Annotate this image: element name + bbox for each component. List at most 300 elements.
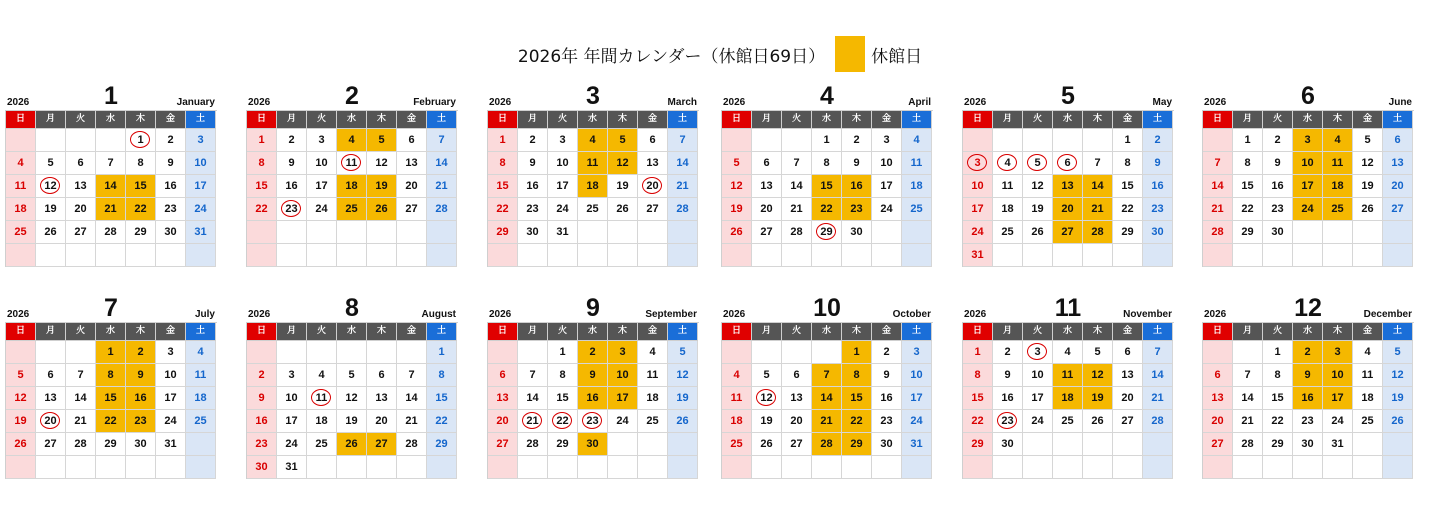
empty-cell	[1143, 433, 1173, 456]
day-cell: 15	[812, 175, 842, 198]
day-cell: 3	[277, 364, 307, 387]
empty-cell	[993, 244, 1023, 267]
day-cell: 26	[668, 410, 698, 433]
day-cell: 14	[1143, 364, 1173, 387]
empty-cell	[963, 456, 993, 479]
day-cell: 30	[156, 221, 186, 244]
day-cell: 30	[1293, 433, 1323, 456]
day-cell: 19	[1383, 387, 1413, 410]
day-cell: 7	[1083, 152, 1113, 175]
weekday-header: 金	[397, 111, 427, 129]
empty-cell	[1113, 456, 1143, 479]
weekday-header: 日	[963, 111, 993, 129]
day-cell: 12	[1353, 152, 1383, 175]
empty-cell	[993, 456, 1023, 479]
weekday-header: 木	[126, 111, 156, 129]
day-cell: 10	[1323, 364, 1353, 387]
empty-cell	[578, 221, 608, 244]
day-cell: 14	[1083, 175, 1113, 198]
day-cell: 24	[1323, 410, 1353, 433]
day-cell: 30	[247, 456, 277, 479]
weekday-header: 土	[1383, 323, 1413, 341]
day-cell: 21	[96, 198, 126, 221]
day-cell: 15	[126, 175, 156, 198]
empty-cell	[247, 341, 277, 364]
day-cell: 27	[1203, 433, 1233, 456]
day-cell: 11	[186, 364, 216, 387]
day-cell: 28	[427, 198, 457, 221]
day-cell: 12	[752, 387, 782, 410]
empty-cell	[186, 244, 216, 267]
day-cell: 31	[1323, 433, 1353, 456]
day-cell: 28	[397, 433, 427, 456]
day-cell: 5	[1083, 341, 1113, 364]
empty-cell	[36, 244, 66, 267]
day-cell: 27	[782, 433, 812, 456]
day-cell: 2	[993, 341, 1023, 364]
day-cell: 20	[638, 175, 668, 198]
day-cell: 7	[518, 364, 548, 387]
day-cell: 22	[842, 410, 872, 433]
empty-cell	[367, 341, 397, 364]
weekday-header: 木	[1323, 111, 1353, 129]
day-cell: 8	[812, 152, 842, 175]
day-cell: 27	[1053, 221, 1083, 244]
weekday-header: 水	[1053, 111, 1083, 129]
holiday-circle	[311, 389, 331, 406]
empty-cell	[1083, 456, 1113, 479]
day-cell: 5	[1383, 341, 1413, 364]
empty-cell	[872, 244, 902, 267]
empty-cell	[668, 221, 698, 244]
empty-cell	[578, 456, 608, 479]
month-header	[962, 82, 1174, 110]
empty-cell	[722, 129, 752, 152]
weekday-header: 月	[993, 111, 1023, 129]
empty-cell	[1323, 244, 1353, 267]
day-cell: 14	[782, 175, 812, 198]
day-cell: 20	[488, 410, 518, 433]
weekday-header: 日	[247, 323, 277, 341]
day-cell: 19	[6, 410, 36, 433]
day-cell: 17	[902, 387, 932, 410]
day-cell: 6	[367, 364, 397, 387]
month-8	[246, 294, 458, 479]
calendar-header	[0, 36, 1440, 72]
weekday-header: 土	[186, 111, 216, 129]
day-cell: 12	[337, 387, 367, 410]
day-cell: 2	[277, 129, 307, 152]
day-cell: 15	[1233, 175, 1263, 198]
weekday-header: 金	[156, 323, 186, 341]
empty-cell	[1263, 244, 1293, 267]
day-cell: 18	[1323, 175, 1353, 198]
empty-cell	[1113, 244, 1143, 267]
month-number: 10	[813, 294, 841, 322]
weekday-header: 木	[1323, 323, 1353, 341]
holiday-circle	[130, 131, 150, 148]
day-cell: 9	[578, 364, 608, 387]
day-cell: 5	[1023, 152, 1053, 175]
day-cell: 8	[842, 364, 872, 387]
day-cell: 21	[518, 410, 548, 433]
day-cell: 2	[872, 341, 902, 364]
empty-cell	[1323, 221, 1353, 244]
empty-cell	[1353, 433, 1383, 456]
day-cell: 6	[66, 152, 96, 175]
weekday-header: 木	[367, 111, 397, 129]
weekday-header: 日	[722, 111, 752, 129]
month-english-name: October	[892, 309, 931, 320]
day-cell: 2	[126, 341, 156, 364]
empty-cell	[1353, 456, 1383, 479]
empty-cell	[156, 244, 186, 267]
empty-cell	[1233, 341, 1263, 364]
day-cell: 28	[812, 433, 842, 456]
empty-cell	[186, 456, 216, 479]
day-cell: 5	[752, 364, 782, 387]
empty-cell	[66, 129, 96, 152]
day-cell: 18	[6, 198, 36, 221]
month-grid	[5, 110, 217, 267]
empty-cell	[902, 456, 932, 479]
day-cell: 23	[578, 410, 608, 433]
weekday-header: 日	[488, 323, 518, 341]
empty-cell	[548, 244, 578, 267]
day-cell: 25	[638, 410, 668, 433]
day-cell: 25	[186, 410, 216, 433]
weekday-header: 火	[548, 323, 578, 341]
empty-cell	[96, 456, 126, 479]
day-cell: 29	[96, 433, 126, 456]
day-cell: 12	[6, 387, 36, 410]
day-cell: 1	[548, 341, 578, 364]
day-cell: 19	[608, 175, 638, 198]
day-cell: 5	[1353, 129, 1383, 152]
empty-cell	[126, 244, 156, 267]
month-english-name: June	[1388, 97, 1412, 108]
day-cell: 11	[337, 152, 367, 175]
month-header	[487, 82, 699, 110]
day-cell: 24	[1293, 198, 1323, 221]
day-cell: 12	[1023, 175, 1053, 198]
day-cell: 22	[1113, 198, 1143, 221]
day-cell: 8	[963, 364, 993, 387]
month-english-name: August	[421, 309, 456, 320]
day-cell: 17	[1023, 387, 1053, 410]
month-header	[5, 294, 217, 322]
day-cell: 25	[722, 433, 752, 456]
day-cell: 1	[96, 341, 126, 364]
day-cell: 4	[638, 341, 668, 364]
day-cell: 27	[36, 433, 66, 456]
day-cell: 25	[307, 433, 337, 456]
empty-cell	[427, 244, 457, 267]
day-cell: 22	[548, 410, 578, 433]
empty-cell	[397, 341, 427, 364]
day-cell: 1	[812, 129, 842, 152]
day-cell: 21	[812, 410, 842, 433]
day-cell: 23	[1143, 198, 1173, 221]
weekday-header: 木	[1083, 111, 1113, 129]
weekday-header: 土	[668, 323, 698, 341]
weekday-header: 木	[367, 323, 397, 341]
month-header	[962, 294, 1174, 322]
empty-cell	[96, 129, 126, 152]
month-year: 2026	[489, 97, 512, 108]
day-cell: 4	[902, 129, 932, 152]
month-number: 9	[586, 294, 600, 322]
day-cell: 26	[1383, 410, 1413, 433]
empty-cell	[277, 221, 307, 244]
day-cell: 28	[1233, 433, 1263, 456]
empty-cell	[812, 244, 842, 267]
day-cell: 28	[782, 221, 812, 244]
month-6	[1202, 82, 1414, 267]
day-cell: 11	[307, 387, 337, 410]
day-cell: 12	[668, 364, 698, 387]
day-cell: 3	[872, 129, 902, 152]
day-cell: 21	[1143, 387, 1173, 410]
day-cell: 14	[96, 175, 126, 198]
empty-cell	[1023, 433, 1053, 456]
empty-cell	[247, 221, 277, 244]
weekday-header: 火	[782, 111, 812, 129]
day-cell: 1	[1113, 129, 1143, 152]
weekday-header: 水	[1053, 323, 1083, 341]
month-year: 2026	[964, 309, 987, 320]
day-cell: 23	[247, 433, 277, 456]
day-cell: 2	[842, 129, 872, 152]
empty-cell	[307, 221, 337, 244]
weekday-header: 火	[782, 323, 812, 341]
empty-cell	[1203, 456, 1233, 479]
empty-cell	[1353, 244, 1383, 267]
day-cell: 4	[186, 341, 216, 364]
empty-cell	[1053, 129, 1083, 152]
day-cell: 29	[1263, 433, 1293, 456]
day-cell: 26	[367, 198, 397, 221]
day-cell: 16	[247, 410, 277, 433]
day-cell: 11	[1323, 152, 1353, 175]
day-cell: 7	[812, 364, 842, 387]
empty-cell	[963, 129, 993, 152]
empty-cell	[722, 341, 752, 364]
day-cell: 11	[1353, 364, 1383, 387]
day-cell: 26	[6, 433, 36, 456]
day-cell: 26	[1083, 410, 1113, 433]
holiday-circle	[40, 177, 60, 194]
closed-legend-swatch	[835, 36, 865, 72]
empty-cell	[1083, 433, 1113, 456]
day-cell: 30	[1263, 221, 1293, 244]
day-cell: 13	[397, 152, 427, 175]
empty-cell	[488, 456, 518, 479]
day-cell: 23	[993, 410, 1023, 433]
empty-cell	[307, 341, 337, 364]
day-cell: 22	[812, 198, 842, 221]
day-cell: 18	[638, 387, 668, 410]
weekday-header: 月	[993, 323, 1023, 341]
month-number: 4	[820, 82, 834, 110]
day-cell: 23	[518, 198, 548, 221]
day-cell: 12	[1383, 364, 1413, 387]
day-cell: 22	[126, 198, 156, 221]
month-year: 2026	[723, 309, 746, 320]
empty-cell	[638, 221, 668, 244]
empty-cell	[638, 456, 668, 479]
weekday-header: 木	[126, 323, 156, 341]
day-cell: 21	[782, 198, 812, 221]
month-10	[721, 294, 933, 479]
empty-cell	[156, 456, 186, 479]
day-cell: 10	[307, 152, 337, 175]
weekday-header: 金	[1353, 111, 1383, 129]
day-cell: 6	[36, 364, 66, 387]
day-cell: 9	[1263, 152, 1293, 175]
month-header	[721, 82, 933, 110]
day-cell: 24	[963, 221, 993, 244]
empty-cell	[397, 456, 427, 479]
day-cell: 29	[812, 221, 842, 244]
weekday-header: 日	[1203, 323, 1233, 341]
weekday-header: 水	[337, 111, 367, 129]
day-cell: 23	[1293, 410, 1323, 433]
empty-cell	[96, 244, 126, 267]
month-year: 2026	[964, 97, 987, 108]
page-title: 2026年 年間カレンダー（休館日69日）	[517, 46, 826, 67]
day-cell: 12	[608, 152, 638, 175]
empty-cell	[518, 244, 548, 267]
day-cell: 12	[367, 152, 397, 175]
empty-cell	[722, 244, 752, 267]
empty-cell	[66, 341, 96, 364]
empty-cell	[1023, 244, 1053, 267]
month-english-name: April	[908, 97, 931, 108]
day-cell: 9	[872, 364, 902, 387]
day-cell: 16	[277, 175, 307, 198]
empty-cell	[752, 456, 782, 479]
month-number: 7	[104, 294, 118, 322]
weekday-header: 火	[1263, 323, 1293, 341]
day-cell: 20	[1383, 175, 1413, 198]
empty-cell	[36, 456, 66, 479]
day-cell: 10	[156, 364, 186, 387]
empty-cell	[367, 244, 397, 267]
month-year: 2026	[7, 309, 30, 320]
day-cell: 17	[872, 175, 902, 198]
weekday-header: 金	[872, 111, 902, 129]
weekday-header: 土	[427, 111, 457, 129]
day-cell: 7	[1143, 341, 1173, 364]
weekday-header: 土	[186, 323, 216, 341]
month-3	[487, 82, 699, 267]
day-cell: 20	[66, 198, 96, 221]
day-cell: 8	[1113, 152, 1143, 175]
day-cell: 26	[36, 221, 66, 244]
month-header	[1202, 294, 1414, 322]
day-cell: 7	[66, 364, 96, 387]
day-cell: 15	[548, 387, 578, 410]
holiday-circle	[552, 412, 572, 429]
month-5	[962, 82, 1174, 267]
day-cell: 3	[186, 129, 216, 152]
holiday-circle	[1057, 154, 1077, 171]
month-number: 8	[345, 294, 359, 322]
day-cell: 11	[578, 152, 608, 175]
empty-cell	[1053, 456, 1083, 479]
day-cell: 21	[427, 175, 457, 198]
weekday-header: 火	[1023, 323, 1053, 341]
weekday-header: 水	[96, 323, 126, 341]
day-cell: 13	[66, 175, 96, 198]
weekday-header: 火	[1023, 111, 1053, 129]
day-cell: 6	[752, 152, 782, 175]
month-english-name: July	[194, 309, 215, 320]
holiday-circle	[522, 412, 542, 429]
empty-cell	[126, 456, 156, 479]
day-cell: 7	[1233, 364, 1263, 387]
day-cell: 20	[397, 175, 427, 198]
month-grid	[246, 322, 458, 479]
month-header	[721, 294, 933, 322]
empty-cell	[277, 341, 307, 364]
month-english-name: January	[176, 97, 215, 108]
empty-cell	[427, 456, 457, 479]
weekday-header: 土	[668, 111, 698, 129]
holiday-circle	[1027, 343, 1047, 360]
day-cell: 7	[782, 152, 812, 175]
empty-cell	[1143, 244, 1173, 267]
closed-legend-label: 休館日	[871, 46, 923, 67]
day-cell: 3	[963, 152, 993, 175]
day-cell: 29	[488, 221, 518, 244]
day-cell: 28	[1083, 221, 1113, 244]
month-header	[1202, 82, 1414, 110]
day-cell: 14	[668, 152, 698, 175]
empty-cell	[752, 341, 782, 364]
day-cell: 15	[96, 387, 126, 410]
weekday-header: 火	[307, 323, 337, 341]
day-cell: 7	[668, 129, 698, 152]
empty-cell	[608, 221, 638, 244]
day-cell: 18	[307, 410, 337, 433]
day-cell: 19	[1083, 387, 1113, 410]
empty-cell	[668, 433, 698, 456]
day-cell: 10	[963, 175, 993, 198]
weekday-header: 月	[1233, 111, 1263, 129]
weekday-header: 土	[1143, 323, 1173, 341]
day-cell: 19	[1353, 175, 1383, 198]
month-number: 12	[1294, 294, 1322, 322]
day-cell: 30	[518, 221, 548, 244]
day-cell: 27	[1383, 198, 1413, 221]
day-cell: 17	[186, 175, 216, 198]
day-cell: 3	[548, 129, 578, 152]
day-cell: 11	[6, 175, 36, 198]
month-number: 2	[345, 82, 359, 110]
holiday-circle	[756, 389, 776, 406]
weekday-header: 木	[608, 111, 638, 129]
day-cell: 18	[722, 410, 752, 433]
empty-cell	[66, 244, 96, 267]
day-cell: 16	[1263, 175, 1293, 198]
day-cell: 27	[1113, 410, 1143, 433]
day-cell: 24	[1023, 410, 1053, 433]
day-cell: 8	[548, 364, 578, 387]
day-cell: 27	[66, 221, 96, 244]
day-cell: 1	[963, 341, 993, 364]
